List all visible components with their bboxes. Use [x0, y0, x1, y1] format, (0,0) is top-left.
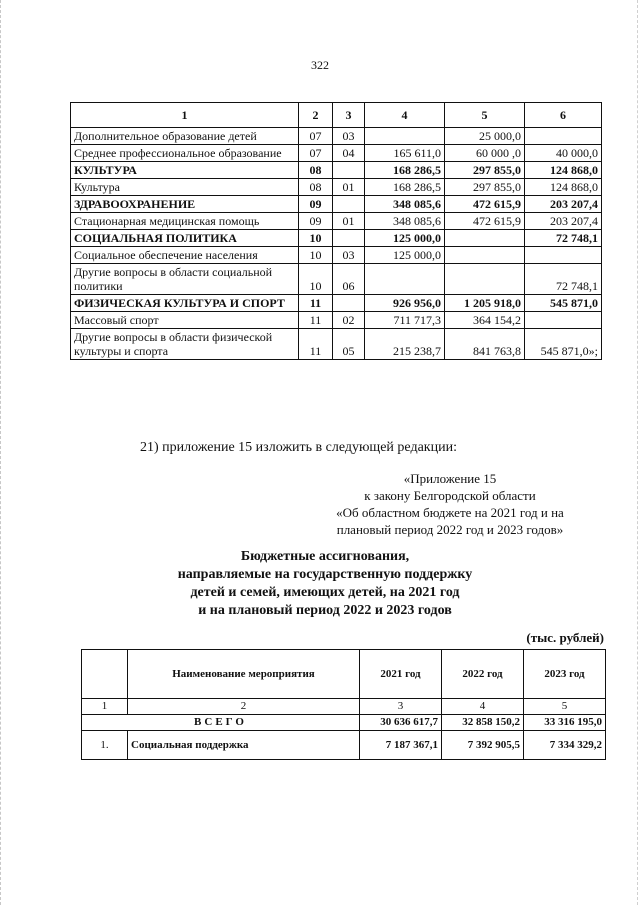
row-value-2023: 124 868,0 [525, 162, 602, 179]
row-value-2022: 364 154,2 [445, 312, 525, 329]
row-value-2022: 472 615,9 [445, 213, 525, 230]
row-name: Массовый спорт [71, 312, 299, 329]
document-title [130, 548, 520, 620]
units-label: (тыс. рублей) [526, 630, 604, 645]
row-value-2023: 203 207,4 [525, 196, 602, 213]
budget-table-sections [70, 102, 602, 360]
row-name: Дополнительное образование детей [71, 128, 299, 145]
row-value-2022: 297 855,0 [445, 162, 525, 179]
total-value-2022: 32 858 150,2 [442, 715, 524, 731]
row-value-2022: 841 763,8 [445, 329, 525, 360]
row-value-2021: 7 187 367,1 [360, 731, 442, 760]
row-name: Стационарная медицинская помощь [71, 213, 299, 230]
row-name: КУЛЬТУРА [71, 162, 299, 179]
table-row [71, 295, 602, 312]
total-label: ВСЕГО [82, 715, 360, 731]
column-header: 5 [445, 103, 525, 128]
table-header-row [71, 103, 602, 128]
row-value-2021: 168 286,5 [365, 179, 445, 196]
row-value-2021: 711 717,3 [365, 312, 445, 329]
row-section-code: 08 [299, 179, 333, 196]
table-row [71, 230, 602, 247]
row-section-code: 10 [299, 230, 333, 247]
row-section-code: 10 [299, 247, 333, 264]
row-subsection-code: 04 [333, 145, 365, 162]
row-subsection-code: 06 [333, 264, 365, 295]
row-value-2021: 125 000,0 [365, 230, 445, 247]
row-value-2021 [365, 264, 445, 295]
column-number: 1 [82, 699, 128, 715]
row-section-code: 10 [299, 264, 333, 295]
row-value-2023: 203 207,4 [525, 213, 602, 230]
row-value-2021: 168 286,5 [365, 162, 445, 179]
row-value-2021: 215 238,7 [365, 329, 445, 360]
column-header: 3 [333, 103, 365, 128]
row-value-2021: 348 085,6 [365, 196, 445, 213]
column-number: 2 [128, 699, 360, 715]
table-row [71, 247, 602, 264]
row-value-2023: 7 334 329,2 [524, 731, 606, 760]
row-value-2022: 25 000,0 [445, 128, 525, 145]
column-number: 5 [524, 699, 606, 715]
row-value-2021: 348 085,6 [365, 213, 445, 230]
row-name: ЗДРАВООХРАНЕНИЕ [71, 196, 299, 213]
row-subsection-code: 02 [333, 312, 365, 329]
row-value-2023: 72 748,1 [525, 230, 602, 247]
row-name: Культура [71, 179, 299, 196]
row-value-2023 [525, 128, 602, 145]
row-name: Другие вопросы в области социальной политики [71, 264, 299, 295]
table-row [71, 179, 602, 196]
row-value-2023: 545 871,0 [525, 295, 602, 312]
appendix-line: плановый период 2022 год и 2023 годов» [336, 522, 564, 537]
table-row [71, 196, 602, 213]
table-row [71, 264, 602, 295]
table-row [71, 162, 602, 179]
column-header: 1 [71, 103, 299, 128]
row-value-2022: 1 205 918,0 [445, 295, 525, 312]
row-subsection-code [333, 230, 365, 247]
appendix-line: «Приложение 15 [403, 471, 497, 486]
row-name: Социальное обеспечение населения [71, 247, 299, 264]
row-name: ФИЗИЧЕСКАЯ КУЛЬТУРА И СПОРТ [71, 295, 299, 312]
table-row [82, 731, 606, 760]
row-subsection-code: 01 [333, 213, 365, 230]
row-name: Среднее профессиональное образование [71, 145, 299, 162]
row-name: СОЦИАЛЬНАЯ ПОЛИТИКА [71, 230, 299, 247]
column-header-name: Наименование мероприятия [128, 650, 360, 699]
column-header: 4 [365, 103, 445, 128]
row-value-2022: 60 000 ,0 [445, 145, 525, 162]
column-header-2022: 2022 год [442, 650, 524, 699]
column-header: 6 [525, 103, 602, 128]
row-subsection-code: 01 [333, 179, 365, 196]
appendix-heading [300, 470, 600, 538]
row-section-code: 08 [299, 162, 333, 179]
row-value-2022: 7 392 905,5 [442, 731, 524, 760]
title-line: и на плановый период 2022 и 2023 годов [198, 603, 452, 618]
title-line: Бюджетные ассигнования, [240, 549, 410, 564]
row-subsection-code [333, 162, 365, 179]
table-row [71, 145, 602, 162]
appendix-line: к закону Белгородской области [364, 488, 536, 503]
row-section-code: 11 [299, 329, 333, 360]
column-header: 2 [299, 103, 333, 128]
title-line: направляемые на государственную поддержку [177, 567, 473, 582]
column-number: 4 [442, 699, 524, 715]
row-value-2021 [365, 128, 445, 145]
title-line: детей и семей, имеющих детей, на 2021 год [190, 585, 460, 600]
column-number: 3 [360, 699, 442, 715]
row-value-2023 [525, 247, 602, 264]
row-section-code: 09 [299, 213, 333, 230]
table-row [71, 213, 602, 230]
row-section-code: 11 [299, 295, 333, 312]
table-row [71, 329, 602, 360]
total-value-2021: 30 636 617,7 [360, 715, 442, 731]
row-value-2023: 40 000,0 [525, 145, 602, 162]
row-value-2023: 72 748,1 [525, 264, 602, 295]
amendment-text: 21) приложение 15 изложить в следующей редакции: [140, 440, 457, 455]
row-value-2022: 472 615,9 [445, 196, 525, 213]
row-subsection-code: 05 [333, 329, 365, 360]
column-header-number [82, 650, 128, 699]
row-value-2021: 125 000,0 [365, 247, 445, 264]
row-value-2022 [445, 247, 525, 264]
row-name: Другие вопросы в области физической культуры и спорта [71, 329, 299, 360]
row-value-2022 [445, 230, 525, 247]
total-value-2023: 33 316 195,0 [524, 715, 606, 731]
scan-edge-left [0, 0, 7, 905]
support-allocations-table [81, 649, 606, 760]
table-header-row [82, 650, 606, 699]
row-value-2022: 297 855,0 [445, 179, 525, 196]
row-section-code: 09 [299, 196, 333, 213]
row-value-2021: 926 956,0 [365, 295, 445, 312]
row-subsection-code: 03 [333, 247, 365, 264]
row-subsection-code [333, 295, 365, 312]
appendix-line: «Об областном бюджете на 2021 год и на [336, 505, 564, 520]
scan-edge-right [633, 0, 638, 905]
row-section-code: 11 [299, 312, 333, 329]
row-value-2022 [445, 264, 525, 295]
row-name: Социальная поддержка [128, 731, 360, 760]
row-value-2023: 124 868,0 [525, 179, 602, 196]
table-row [71, 312, 602, 329]
row-subsection-code: 03 [333, 128, 365, 145]
row-number: 1. [82, 731, 128, 760]
row-value-2023 [525, 312, 602, 329]
total-row [82, 715, 606, 731]
row-value-2021: 165 611,0 [365, 145, 445, 162]
row-value-2023: 545 871,0»; [525, 329, 602, 360]
column-header-2021: 2021 год [360, 650, 442, 699]
page-number: 322 [311, 58, 329, 72]
row-subsection-code [333, 196, 365, 213]
column-numbers-row [82, 699, 606, 715]
row-section-code: 07 [299, 128, 333, 145]
column-header-2023: 2023 год [524, 650, 606, 699]
table-row [71, 128, 602, 145]
row-section-code: 07 [299, 145, 333, 162]
